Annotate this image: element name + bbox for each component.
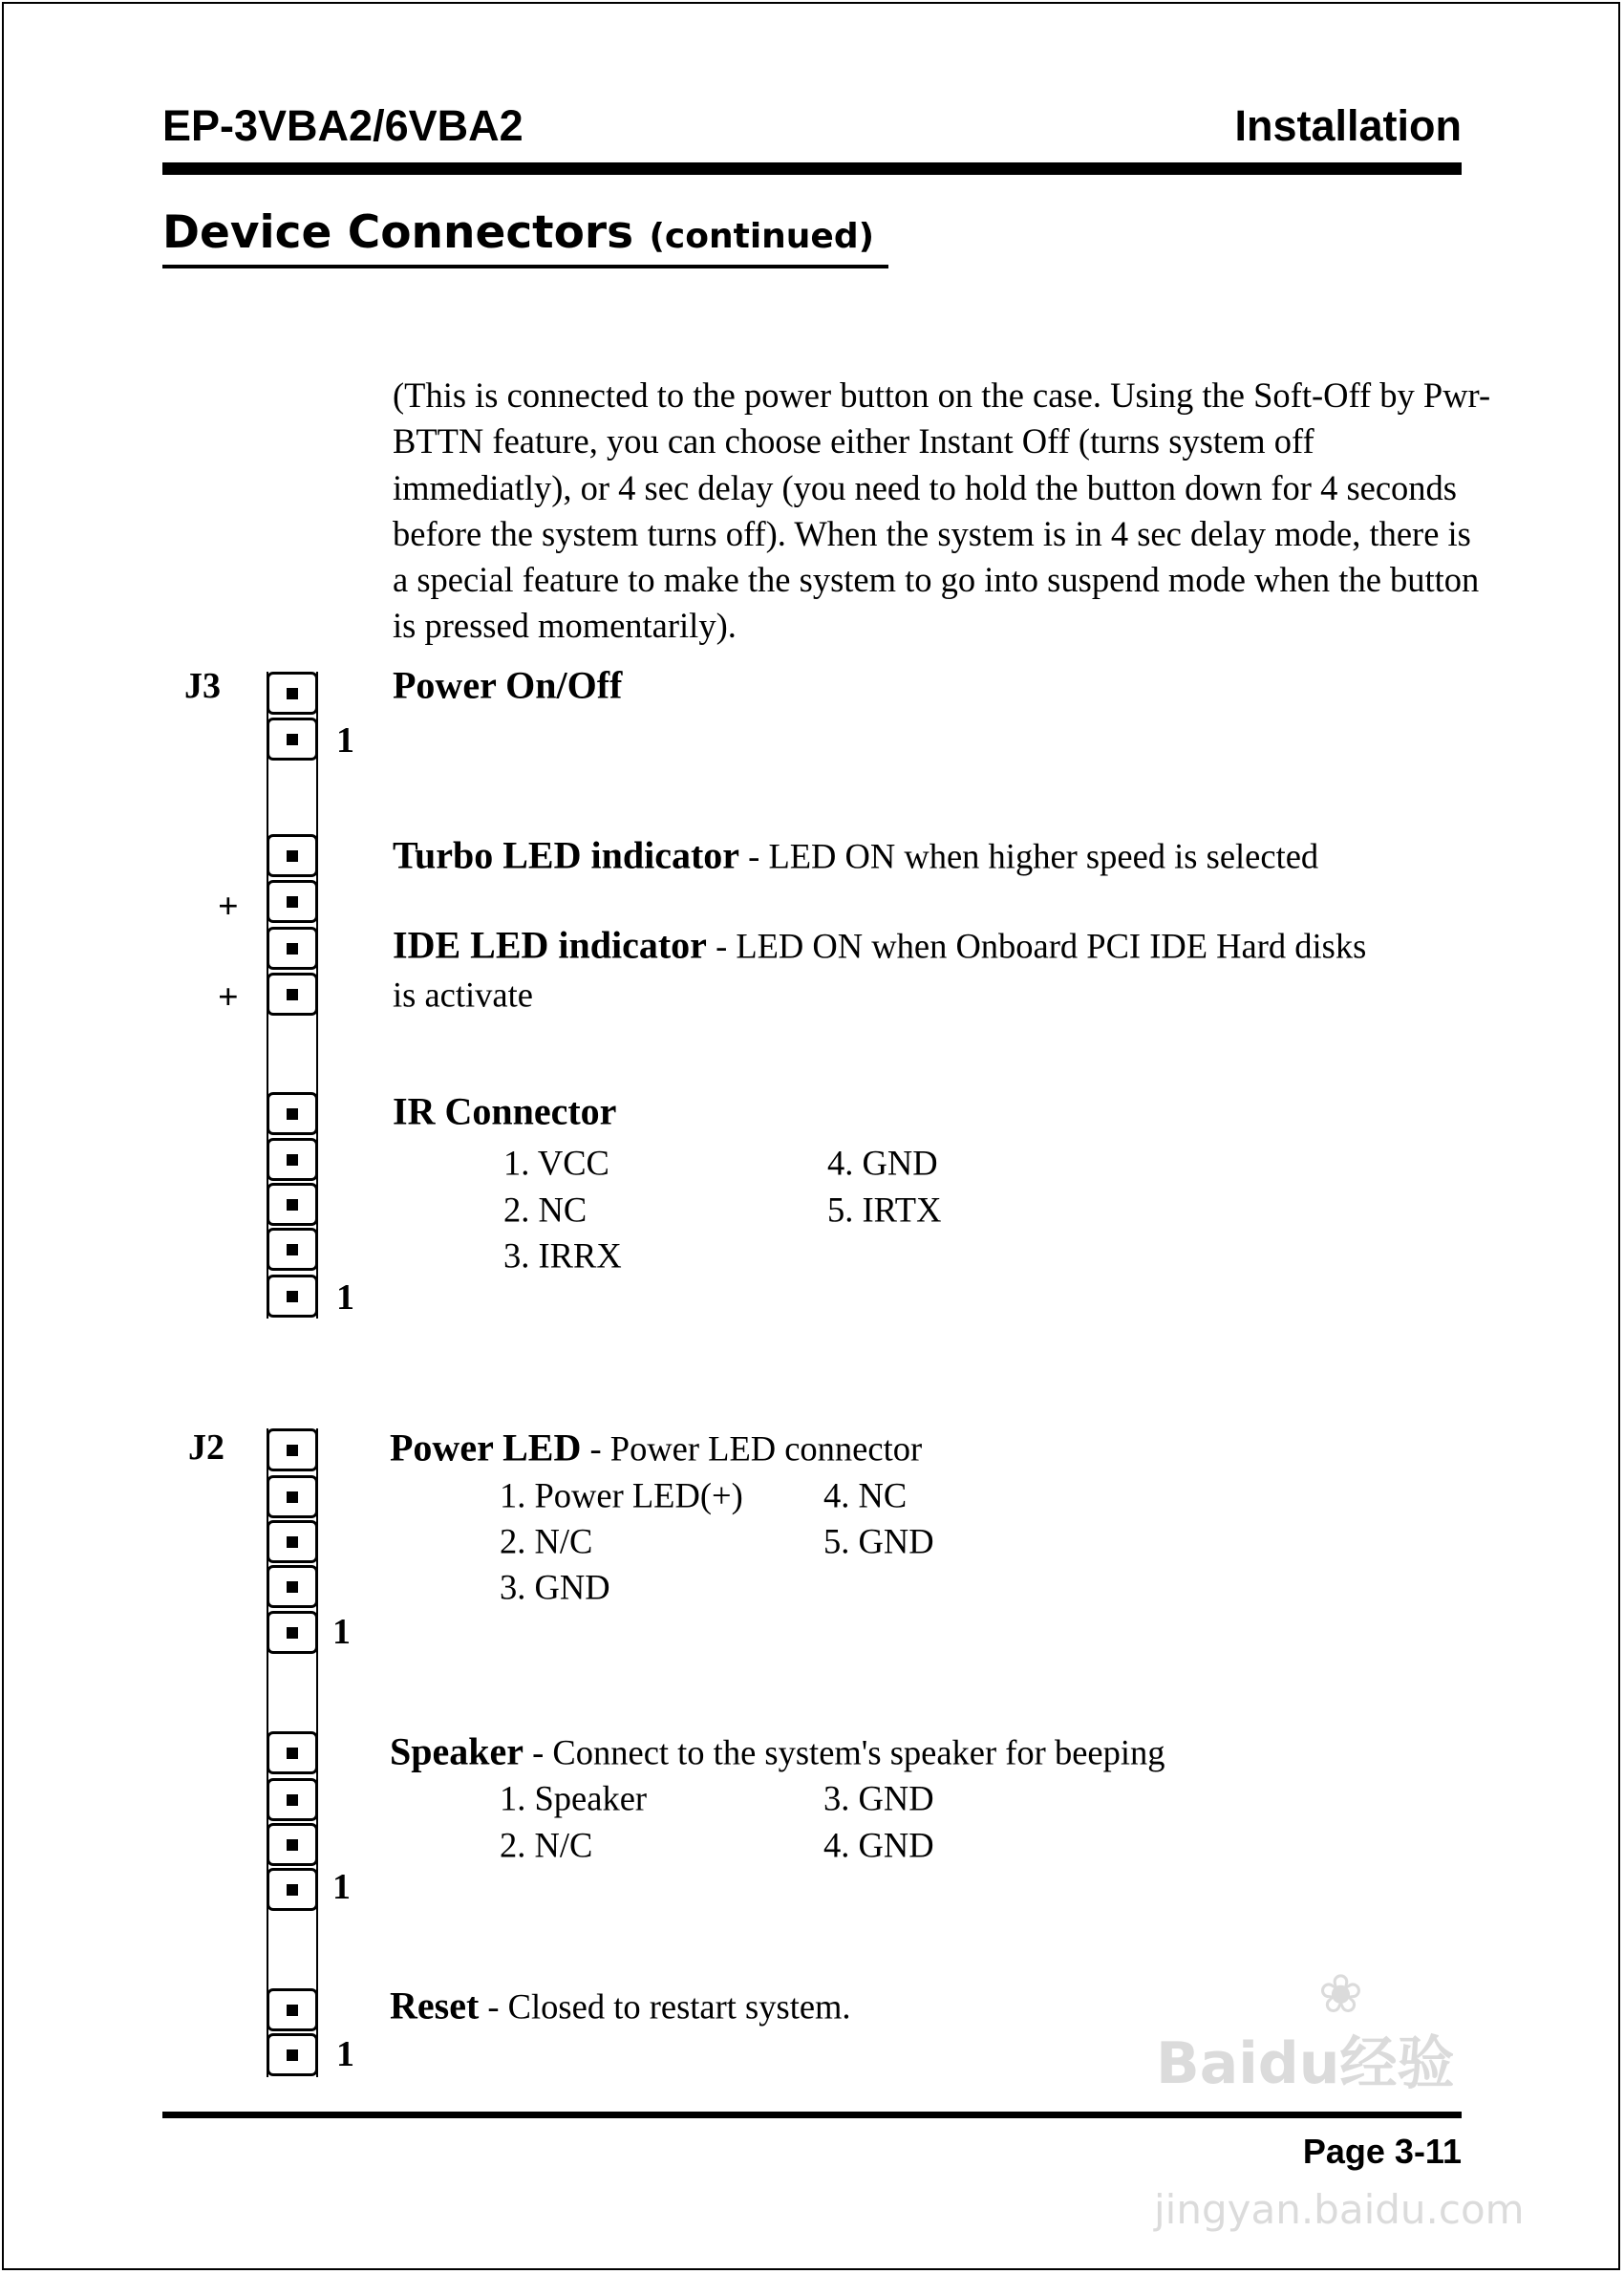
header-section: Installation (1234, 101, 1462, 150)
ir-pin1-marker: 1 (336, 1277, 354, 1318)
powerled-pin-item: 3. GND (500, 1567, 610, 1607)
connector-pin (267, 1275, 318, 1318)
speaker-pin-item: 4. GND (823, 1825, 934, 1865)
ide-led-row (393, 923, 1366, 968)
turbo-led-title: Turbo LED indicator (393, 833, 740, 877)
page-number: Page 3-11 (1302, 2132, 1462, 2171)
ide-led-desc: - LED ON when Onboard PCI IDE Hard disks (706, 926, 1367, 966)
powerled-pin-item: 1. Power LED(+) (500, 1475, 743, 1515)
ide-plus-marker: + (218, 977, 239, 1018)
connector-pin (267, 927, 318, 970)
connector-pin (267, 718, 318, 761)
connector-pin (267, 1138, 318, 1181)
connector-pin (267, 1428, 318, 1471)
connector-pin (267, 1868, 318, 1911)
connector-pin (267, 1731, 318, 1774)
j3-label: J3 (184, 666, 221, 706)
ir-pin-item: 1. VCC (503, 1143, 609, 1183)
connector-pin (267, 672, 318, 715)
connector-pin (267, 1520, 318, 1563)
speaker-title: Speaker (390, 1729, 524, 1773)
ide-led-title: IDE LED indicator (393, 923, 707, 967)
connector-pin (267, 2033, 318, 2076)
watermark-brand: Baidu经验 (1156, 2030, 1455, 2097)
turbo-led-row (393, 833, 1318, 878)
connector-pin (267, 1228, 318, 1271)
connector-pin (267, 1611, 318, 1654)
powerled-pin-item: 2. N/C (500, 1521, 593, 1561)
page-border (2, 2, 1620, 2270)
power-led-desc: - Power LED connector (581, 1428, 923, 1469)
title-underline (162, 265, 888, 268)
connector-pin (267, 1475, 318, 1518)
connector-pin (267, 1565, 318, 1608)
powerled-pin1-marker: 1 (332, 1612, 351, 1652)
ide-led-desc-cont: is activate (393, 975, 533, 1015)
watermark-url: jingyan.baidu.com (1154, 2186, 1525, 2233)
connector-pin (267, 1183, 318, 1226)
ir-pin-item: 4. GND (827, 1143, 938, 1183)
speaker-row (390, 1729, 1165, 1774)
j3-pin1-marker: 1 (336, 720, 354, 761)
turbo-plus-marker: + (218, 887, 239, 927)
footer-rule (162, 2112, 1462, 2118)
title-sub: (continued) (649, 217, 875, 256)
page-title (162, 206, 874, 259)
powerled-pin-item: 4. NC (823, 1475, 908, 1515)
reset-row (390, 1984, 851, 2028)
title-main: Device Connectors (162, 206, 634, 259)
connector-pin (267, 973, 318, 1016)
speaker-pin-item: 1. Speaker (500, 1778, 648, 1818)
intro-paragraph: (This is connected to the power button on the case. Using the Soft-Off by Pwr-BTTN feature, you can choose either Instant Off (turns system off immediatly), or 4 sec delay (you need to hold the button down for 4 seconds before the system turns off). When the system is in 4 sec delay mode, there is a special feature to make the system to go into suspend mode when the button is pressed momentarily). (393, 375, 1491, 646)
speaker-pin-item: 2. N/C (500, 1825, 593, 1865)
reset-pin1-marker: 1 (336, 2034, 354, 2074)
reset-title: Reset (390, 1984, 480, 2027)
connector-pin (267, 1778, 318, 1821)
connector-pin (267, 1988, 318, 2031)
j2-label: J2 (188, 1427, 224, 1468)
reset-desc: - Closed to restart system. (479, 1986, 851, 2027)
speaker-desc: - Connect to the system's speaker for beeping (524, 1732, 1165, 1772)
speaker-pin1-marker: 1 (332, 1867, 351, 1907)
ir-connector-title: IR Connector (393, 1089, 617, 1133)
power-led-title: Power LED (390, 1426, 582, 1470)
connector-pin (267, 880, 318, 923)
power-onoff-title: Power On/Off (393, 663, 623, 707)
ir-pin-item: 3. IRRX (503, 1235, 622, 1276)
ir-pin-item: 2. NC (503, 1190, 588, 1230)
speaker-pin-item: 3. GND (823, 1778, 934, 1818)
powerled-pin-item: 5. GND (823, 1521, 934, 1561)
turbo-led-desc: - LED ON when higher speed is selected (739, 836, 1319, 876)
header-rule (162, 162, 1462, 175)
ir-pin-item: 5. IRTX (827, 1190, 942, 1230)
connector-pin (267, 1823, 318, 1866)
connector-pin (267, 1092, 318, 1135)
connector-pin (267, 834, 318, 877)
paw-logo-icon: ❀ (1318, 1963, 1363, 2026)
power-led-row (390, 1426, 922, 1470)
header-model: EP-3VBA2/6VBA2 (162, 101, 524, 150)
